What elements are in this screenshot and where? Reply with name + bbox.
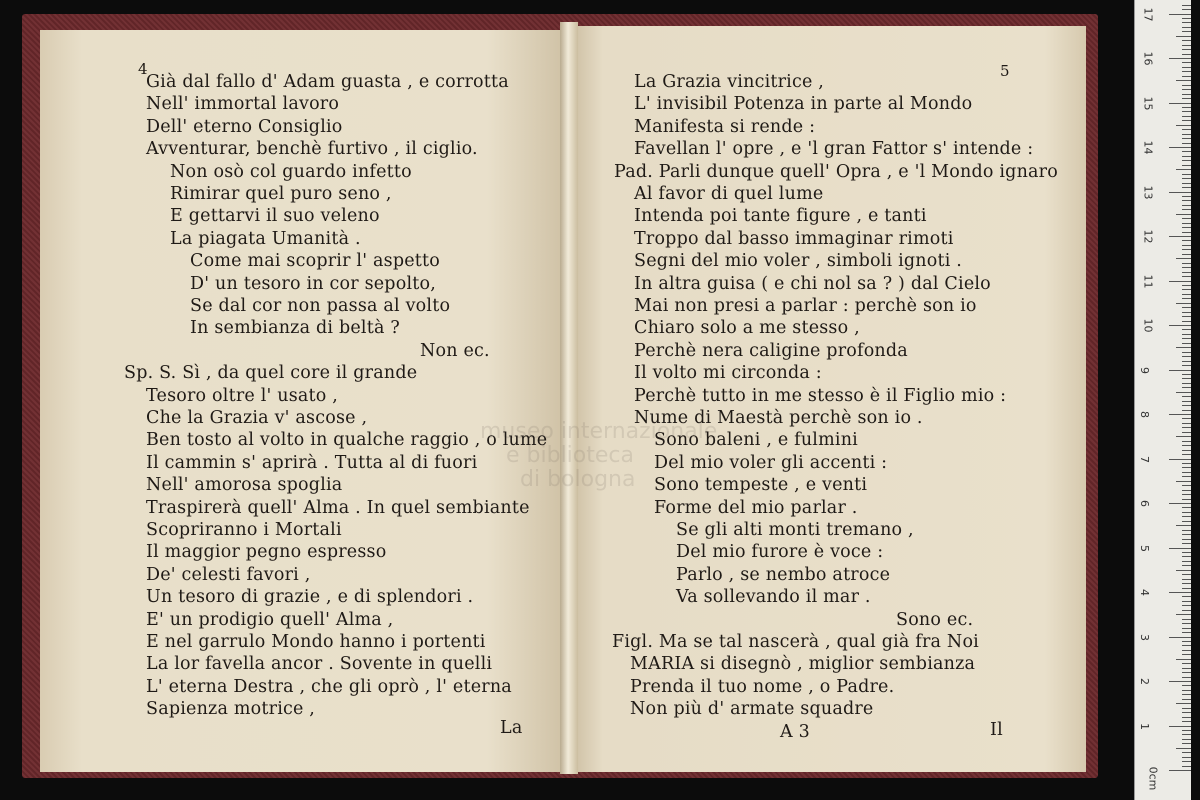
ruler-tick: [1182, 205, 1191, 206]
ruler-tick: [1182, 739, 1191, 740]
ruler-tick: [1182, 22, 1191, 23]
right-page-text-line: Segni del mio voler , simboli ignoti .: [634, 251, 963, 272]
ruler-tick: [1182, 67, 1191, 68]
right-page-text-line: Manifesta si rende :: [634, 116, 816, 137]
left-page-text-line: Non osò col guardo infetto: [170, 161, 412, 182]
right-signature: A 3: [780, 722, 810, 742]
ruler-tick: [1182, 623, 1191, 624]
left-page-text-line: Nell' amorosa spoglia: [146, 475, 343, 496]
right-page-text-line: Sono tempeste , e venti: [654, 475, 868, 496]
ruler-tick: [1182, 285, 1191, 286]
ruler-tick: [1169, 548, 1191, 549]
ruler-tick: [1182, 467, 1191, 468]
ruler-tick: [1182, 717, 1191, 718]
ruler-tick: [1169, 637, 1191, 638]
ruler-tick: [1182, 534, 1191, 535]
ruler-tick: [1176, 214, 1191, 215]
ruler-tick: [1182, 98, 1191, 99]
ruler-number: 3: [1138, 633, 1151, 641]
ruler-tick: [1182, 490, 1191, 491]
ruler-tick: [1182, 107, 1191, 108]
ruler-unit-label: 0cm: [1146, 766, 1160, 791]
ruler-tick: [1182, 690, 1191, 691]
ruler-tick: [1169, 681, 1191, 682]
right-page-text-line: Non più d' armate squadre: [630, 699, 874, 720]
ruler-tick: [1182, 743, 1191, 744]
ruler-number: 1: [1138, 722, 1151, 730]
left-page-text-line: La lor favella ancor . Sovente in quelli: [146, 654, 493, 675]
ruler-tick: [1182, 18, 1191, 19]
ruler-tick: [1182, 71, 1191, 72]
ruler-tick: [1182, 31, 1191, 32]
ruler-tick: [1169, 14, 1191, 15]
ruler-tick: [1182, 619, 1191, 620]
ruler-tick: [1176, 392, 1191, 393]
ruler-tick: [1176, 80, 1191, 81]
right-page-text-line: Forme del mio parlar .: [654, 497, 858, 518]
left-page-number: 4: [138, 60, 148, 78]
ruler-tick: [1182, 329, 1191, 330]
ruler-number: 10: [1141, 318, 1155, 333]
ruler-tick: [1182, 307, 1191, 308]
right-page-text-line: Mai non presi a parlar : perchè son io: [634, 296, 977, 316]
left-page-text-line: E gettarvi il suo veleno: [170, 206, 380, 227]
ruler-tick: [1182, 521, 1191, 522]
ruler-tick: [1182, 49, 1191, 50]
ruler-tick: [1182, 209, 1191, 210]
ruler-tick: [1176, 525, 1191, 526]
ruler-tick: [1182, 641, 1191, 642]
ruler-tick: [1182, 151, 1191, 152]
ruler-tick: [1182, 134, 1191, 135]
ruler-tick: [1176, 481, 1191, 482]
left-page-text-line: Il maggior pegno espresso: [146, 542, 387, 563]
ruler-tick: [1169, 192, 1191, 193]
watermark-line: di bologna: [520, 467, 636, 492]
right-page-text-line: In altra guisa ( e chi nol sa ? ) dal Cielo: [634, 273, 991, 294]
ruler-tick: [1176, 748, 1191, 749]
ruler-tick: [1169, 370, 1191, 371]
ruler-tick: [1182, 334, 1191, 335]
ruler-tick: [1182, 294, 1191, 295]
right-page-text-line: Pad. Parli dunque quell' Opra , e 'l Mondo ignaro: [614, 161, 1058, 182]
ruler-tick: [1182, 583, 1191, 584]
ruler-tick: [1176, 303, 1191, 304]
right-page-text-line: Del mio furore è voce :: [676, 542, 884, 563]
ruler-tick: [1182, 757, 1191, 758]
ruler-tick: [1182, 730, 1191, 731]
left-page-text-line: Avventurar, benchè furtivo , il ciglio.: [146, 139, 478, 160]
right-page-text-line: Nume di Maestà perchè son io .: [634, 408, 923, 428]
left-page-text-line: Traspirerà quell' Alma . In quel sembiante: [146, 497, 530, 518]
left-page-text-line: Ben tosto al volto in qualche raggio , o lume: [146, 430, 548, 451]
right-page-text-line: Del mio voler gli accenti :: [654, 452, 888, 473]
ruler-tick: [1176, 347, 1191, 348]
ruler-tick: [1182, 494, 1191, 495]
measuring-ruler: [1134, 0, 1191, 800]
right-page-text-line: Il volto mi circonda :: [634, 363, 822, 384]
right-page-text-line: Va sollevando il mar .: [676, 587, 871, 608]
ruler-tick: [1182, 539, 1191, 540]
right-page-text-line: Sono ec.: [896, 609, 974, 630]
ruler-tick: [1182, 312, 1191, 313]
ruler-tick: [1182, 650, 1191, 651]
ruler-number: 5: [1138, 544, 1151, 552]
ruler-tick: [1182, 668, 1191, 669]
ruler-number: 16: [1141, 51, 1155, 66]
right-page-text-line: Al favor di quel lume: [634, 184, 824, 204]
ruler-tick: [1182, 734, 1191, 735]
ruler-number: 8: [1138, 411, 1151, 418]
ruler-tick: [1169, 726, 1191, 727]
ruler-tick: [1176, 169, 1191, 170]
ruler-tick: [1182, 405, 1191, 406]
ruler-tick: [1182, 89, 1191, 90]
right-page-text-line: Parlo , se nembo atroce: [676, 564, 891, 585]
ruler-tick: [1182, 227, 1191, 228]
ruler-tick: [1182, 85, 1191, 86]
right-page-text-line: Se gli alti monti tremano ,: [676, 520, 914, 540]
ruler-tick: [1182, 249, 1191, 250]
ruler-tick: [1182, 565, 1191, 566]
ruler-tick: [1169, 459, 1191, 460]
left-page-text-line: Che la Grazia v' ascose ,: [146, 408, 368, 428]
ruler-tick: [1182, 752, 1191, 753]
ruler-tick: [1176, 659, 1191, 660]
ruler-tick: [1182, 120, 1191, 121]
right-page-text-line: Favellan l' opre , e 'l gran Fattor s' intende :: [634, 139, 1034, 160]
ruler-tick: [1182, 245, 1191, 246]
ruler-tick: [1182, 356, 1191, 357]
watermark-line: museo internazionale: [480, 419, 718, 444]
ruler-number: 9: [1138, 366, 1151, 374]
left-page-text-line: Scopriranno i Mortali: [146, 520, 342, 540]
ruler-tick: [1169, 325, 1191, 326]
ruler-tick: [1182, 685, 1191, 686]
left-page-text-line: Il cammin s' aprirà . Tutta al di fuori: [146, 452, 478, 473]
ruler-number: 15: [1141, 96, 1155, 110]
ruler-tick: [1182, 708, 1191, 709]
left-page-text-line: Tesoro oltre l' usato ,: [146, 385, 339, 406]
ruler-tick: [1176, 436, 1191, 437]
ruler-tick: [1182, 143, 1191, 144]
left-page-text-line: La piagata Umanità .: [170, 228, 361, 249]
ruler-tick: [1182, 423, 1191, 424]
ruler-tick: [1182, 94, 1191, 95]
right-page-text-line: Intenda poi tante figure , e tanti: [634, 206, 927, 227]
ruler-tick: [1176, 258, 1191, 259]
ruler-tick: [1182, 645, 1191, 646]
ruler-tick: [1182, 27, 1191, 28]
right-page-text-line: MARIA si disegnò , miglior sembianza: [630, 654, 976, 675]
ruler-tick: [1182, 632, 1191, 633]
ruler-tick: [1182, 561, 1191, 562]
ruler-tick: [1176, 125, 1191, 126]
ruler-tick: [1182, 761, 1191, 762]
ruler-tick: [1182, 343, 1191, 344]
left-page-text-line: E' un prodigio quell' Alma ,: [146, 609, 394, 630]
ruler-tick: [1169, 236, 1191, 237]
ruler-tick: [1182, 383, 1191, 384]
ruler-tick: [1182, 365, 1191, 366]
ruler-tick: [1169, 770, 1191, 771]
ruler-tick: [1182, 200, 1191, 201]
ruler-tick: [1182, 387, 1191, 388]
ruler-tick: [1182, 263, 1191, 264]
left-page-text-line: De' celesti favori ,: [146, 564, 311, 585]
ruler-tick: [1169, 58, 1191, 59]
ruler-tick: [1182, 699, 1191, 700]
ruler-tick: [1182, 316, 1191, 317]
ruler-tick: [1182, 601, 1191, 602]
ruler-tick: [1182, 512, 1191, 513]
ruler-number: 4: [1138, 589, 1151, 596]
ruler-tick: [1182, 610, 1191, 611]
ruler-tick: [1182, 654, 1191, 655]
ruler-tick: [1182, 605, 1191, 606]
ruler-tick: [1182, 374, 1191, 375]
ruler-tick: [1182, 418, 1191, 419]
watermark-line: e biblioteca: [506, 443, 634, 468]
ruler-tick: [1182, 396, 1191, 397]
ruler-number: 7: [1138, 455, 1151, 463]
ruler-tick: [1182, 183, 1191, 184]
ruler-tick: [1182, 298, 1191, 299]
ruler-number: 17: [1141, 7, 1155, 21]
ruler-tick: [1182, 712, 1191, 713]
left-page-text-line: Già dal fallo d' Adam guasta , e corrotta: [146, 72, 509, 92]
ruler-number: 11: [1141, 274, 1155, 288]
ruler-tick: [1182, 441, 1191, 442]
ruler-tick: [1182, 401, 1191, 402]
ruler-tick: [1182, 472, 1191, 473]
right-page-text-line: Chiaro solo a me stesso ,: [634, 318, 860, 339]
ruler-tick: [1182, 5, 1191, 6]
ruler-tick: [1182, 267, 1191, 268]
ruler-tick: [1182, 218, 1191, 219]
ruler-tick: [1176, 703, 1191, 704]
ruler-tick: [1182, 338, 1191, 339]
ruler-tick: [1182, 9, 1191, 10]
right-page-text-line: Perchè nera caligine profonda: [634, 340, 908, 361]
ruler-tick: [1182, 410, 1191, 411]
ruler-tick: [1169, 592, 1191, 593]
ruler-tick: [1182, 432, 1191, 433]
ruler-tick: [1182, 223, 1191, 224]
ruler-tick: [1182, 499, 1191, 500]
ruler-tick: [1182, 276, 1191, 277]
ruler-tick: [1182, 588, 1191, 589]
ruler-tick: [1182, 556, 1191, 557]
ruler-tick: [1182, 450, 1191, 451]
ruler-tick: [1182, 129, 1191, 130]
ruler-tick: [1182, 111, 1191, 112]
ruler-tick: [1182, 254, 1191, 255]
ruler-tick: [1182, 378, 1191, 379]
ruler-tick: [1182, 54, 1191, 55]
ruler-tick: [1182, 165, 1191, 166]
ruler-tick: [1182, 361, 1191, 362]
ruler-tick: [1182, 766, 1191, 767]
ruler-number: 12: [1141, 229, 1155, 244]
ruler-tick: [1182, 552, 1191, 553]
ruler-tick: [1169, 281, 1191, 282]
ruler-tick: [1182, 463, 1191, 464]
ruler-tick: [1182, 507, 1191, 508]
ruler-tick: [1182, 352, 1191, 353]
left-page-text-line: Un tesoro di grazie , e di splendori .: [146, 587, 474, 608]
ruler-tick: [1182, 62, 1191, 63]
right-catchword: Il: [990, 720, 1003, 740]
book-gutter: [560, 22, 578, 774]
ruler-tick: [1169, 147, 1191, 148]
ruler-tick: [1176, 36, 1191, 37]
ruler-tick: [1182, 187, 1191, 188]
ruler-tick: [1182, 138, 1191, 139]
ruler-number: 13: [1141, 185, 1155, 199]
ruler-tick: [1182, 672, 1191, 673]
ruler-tick: [1169, 414, 1191, 415]
ruler-tick: [1182, 574, 1191, 575]
ruler-tick: [1182, 579, 1191, 580]
ruler-tick: [1182, 485, 1191, 486]
right-page-text-line: Prenda il tuo nome , o Padre.: [630, 676, 895, 697]
ruler-tick: [1182, 427, 1191, 428]
ruler-tick: [1182, 445, 1191, 446]
ruler-tick: [1182, 596, 1191, 597]
ruler-tick: [1182, 628, 1191, 629]
right-page-text-line: Perchè tutto in me stesso è il Figlio mio :: [634, 385, 1007, 406]
left-page-text-line: D' un tesoro in cor sepolto,: [190, 273, 436, 294]
left-page-text-line: In sembianza di beltà ?: [190, 318, 400, 339]
ruler-tick: [1182, 156, 1191, 157]
ruler-tick: [1182, 694, 1191, 695]
left-page-text-line: L' eterna Destra , che gli oprò , l' eterna: [146, 676, 512, 697]
ruler-tick: [1182, 232, 1191, 233]
left-page-text-line: Sapienza motrice ,: [146, 699, 316, 720]
ruler-tick: [1182, 543, 1191, 544]
left-page-text-line: Nell' immortal lavoro: [146, 94, 340, 115]
right-page-text-line: Troppo dal basso immaginar rimoti: [634, 228, 954, 249]
left-page-text-line: Sp. S. Sì , da quel core il grande: [124, 363, 418, 384]
left-page-text-line: Rimirar quel puro seno ,: [170, 184, 392, 204]
ruler-tick: [1182, 160, 1191, 161]
left-page-text-line: Dell' eterno Consiglio: [146, 116, 343, 137]
ruler-tick: [1176, 570, 1191, 571]
ruler-tick: [1169, 503, 1191, 504]
ruler-tick: [1182, 272, 1191, 273]
ruler-tick: [1182, 178, 1191, 179]
ruler-tick: [1182, 321, 1191, 322]
ruler-tick: [1182, 663, 1191, 664]
ruler-tick: [1182, 240, 1191, 241]
right-page-text-line: La Grazia vincitrice ,: [634, 72, 825, 92]
ruler-number: 14: [1141, 140, 1155, 155]
left-page-text-line: Come mai scoprir l' aspetto: [190, 251, 440, 272]
left-page-text-line: E nel garrulo Mondo hanno i portenti: [146, 632, 486, 652]
ruler-tick: [1182, 677, 1191, 678]
right-page-number: 5: [1000, 62, 1010, 80]
ruler-tick: [1182, 196, 1191, 197]
ruler-tick: [1182, 516, 1191, 517]
ruler-tick: [1169, 103, 1191, 104]
right-page-text-line: L' invisibil Potenza in parte al Mondo: [634, 94, 973, 115]
ruler-number: 2: [1138, 678, 1151, 685]
ruler-tick: [1182, 530, 1191, 531]
ruler-tick: [1176, 614, 1191, 615]
left-page-text-line: Non ec.: [420, 340, 490, 361]
ruler-tick: [1182, 76, 1191, 77]
ruler-tick: [1182, 721, 1191, 722]
right-page-text-line: Figl. Ma se tal nascerà , qual già fra Noi: [612, 632, 979, 652]
ruler-tick: [1182, 454, 1191, 455]
ruler-number: 6: [1138, 500, 1151, 507]
left-page-text-line: Se dal cor non passa al volto: [190, 296, 451, 316]
ruler-tick: [1182, 289, 1191, 290]
ruler-tick: [1182, 116, 1191, 117]
ruler-tick: [1182, 45, 1191, 46]
left-catchword: La: [500, 718, 523, 738]
ruler-tick: [1182, 476, 1191, 477]
right-page-text-line: Sono baleni , e fulmini: [654, 430, 858, 451]
ruler-tick: [1182, 40, 1191, 41]
ruler-tick: [1182, 174, 1191, 175]
